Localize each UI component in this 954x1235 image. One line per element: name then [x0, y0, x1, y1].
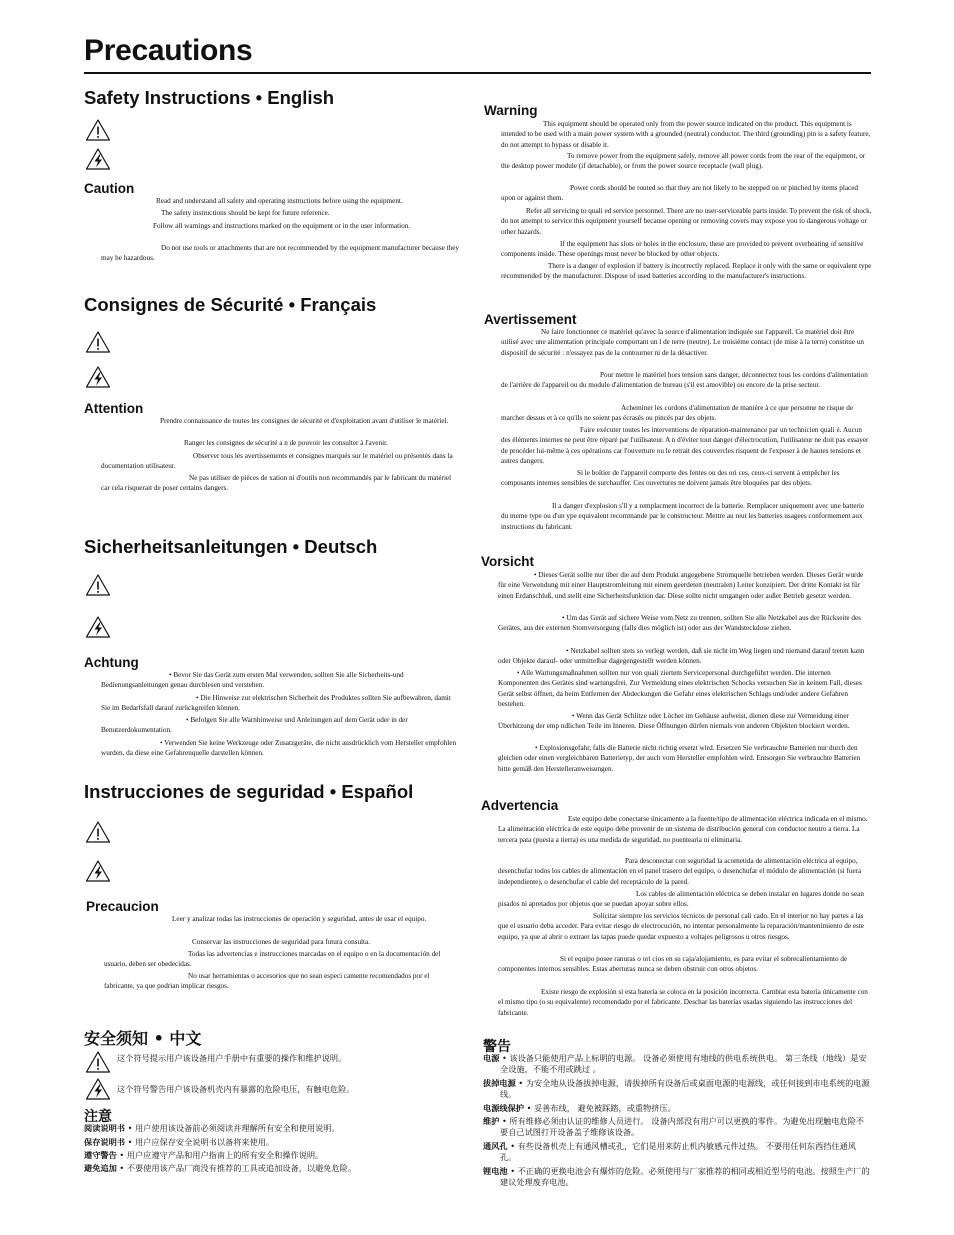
zh-term: 维护 [483, 1116, 500, 1126]
caution-heading-de: Achtung [84, 655, 139, 670]
warning-de-p2: • Um das Gerät auf sichere Weise vom Netz zu trennen, sollten Sie alle Netzkabel aus der Rückseite des Gerätes, aus der externen Stomversorgung (falls dies möglich ist) oder aus der Wandsteckdose ziehen. [498, 614, 861, 633]
warning-es-p4: Solicitar siempre los servicios técnicos de personal cali cado. En el interior no hay partes a las que el usuario deba acceder. Para evitar riesgo de electrocución, no intentar personalmente la reparación/mantenimiento de este equipo, ya que al abrir o extraer las tapas puede quedar expuesto a voltajes peligrosos u otros riesgos. [498, 912, 865, 941]
caution-heading-es: Precaucion [86, 899, 159, 914]
caution-fr-p1: Prendre connaissance de toutes les consignes de sécurité et d'exploitation avant d'utiliser le matériel. [160, 417, 449, 425]
caution-en-p3: Follow all warnings and instructions marked on the equipment or in the user information. [153, 222, 411, 230]
zh-term: 电源线保护 [483, 1103, 524, 1113]
page-title: Precautions [84, 34, 253, 67]
warning-fr-p4: Faire exécuter toutes les interventions de réparation-maintenance par un technicien quali é. Aucun des éléments internes ne peut être réparé par l'utilisateur. A n d'éviter tout danger d'électrocution, l'utilisateur ne doit pas essayer de procéder lui-même à ces opérations car l'ouverture ou le retrait des couvercles risquent de l'exposer à de hautes tensions et autres dangers. [501, 426, 869, 466]
warning-fr-p6: Il a danger d'explosion s'll y a remplacment incorrect de la batterie. Remplacer uniquement avec une batterie du meme type ou d'un ype equivalent recommande par le constructeur. Mettre au reut les batteries usagees conformement aux instructions du fabricant. [501, 502, 865, 531]
warning-de-p5: • Wenn das Gerät Schlitze oder Löcher im Gehäuse aufweist, dienen diese zur Vermeidung einer Überhitzung der emp ndlichen Teile im Inneren. Diese Öffnungen dürfen niemals von anderen Objekten blockiert werden. [498, 712, 850, 731]
title-rule [84, 72, 871, 74]
zh-icon1-text: 这个符号提示用户该设备用户手册中有重要的操作和维护说明。 [117, 1053, 347, 1063]
zh-warning-l3 [483, 1103, 871, 1114]
zh-warning-l6 [483, 1166, 871, 1189]
zh-text: • 用户使用该设备前必须阅读并理解所有安全和使用说明。 [127, 1123, 340, 1133]
warning-de-p6: • Explosionsgefahr, falls die Batterie nicht richtig ersetzt wird. Ersetzen Sie verbrauchte Batterien nur durch den gleichen oder einen vergleichbaren Batterietyp, der auch vom Hersteller empfohlen wird. Entsorgen Sie verbrauchte Batterien bitte gemäß den Herstelleranweisungen. [498, 744, 861, 773]
zh-warning-l1 [483, 1053, 871, 1076]
caution-de-p1: • Bevor Sie das Gerät zum ersten Mal verwenden, sollten Sie alle Sicherheits-und Bedienungsanleitungen genau durchlesen und verstehen. [101, 671, 404, 690]
caution-es-p3: Todas las advertencias e instrucciones marcadas en el equipo o en la documentación del usuario, deben ser obedecidas. [104, 950, 441, 969]
warning-en-p5: If the equipment has slots or holes in the enclosure, these are provided to prevent overheating of sensitive components inside. These openings must never be blocked by other objects. [501, 240, 864, 259]
lightning-bolt-icon [85, 859, 111, 883]
warning-heading-de: Vorsicht [481, 554, 535, 569]
lightning-bolt-icon [85, 365, 111, 389]
zh-term: 电源 [483, 1053, 500, 1063]
heading-spanish: Instrucciones de seguridad • Español [84, 781, 414, 802]
warning-es-p3: Los cables de alimentación eléctrica se deben instalar en lugares donde no sean pisados ni apretados por objetos que se puedan apoyar sobre ellos. [498, 890, 864, 909]
warning-en-p6: There is a danger of explosion if battery is incorrectly replaced. Replace it only with the same or equivalent type recommended by the manufacturer. Dispose of used batteries according to the manufacturer's instructions. [501, 262, 872, 281]
zh-term: 锂电池 [483, 1166, 508, 1176]
warning-triangle-icon [85, 330, 111, 354]
zh-caution-l1 [84, 1123, 462, 1134]
zh-warning-l2 [483, 1078, 871, 1101]
zh-term: 保存说明书 [84, 1137, 125, 1147]
warning-fr-p5: Si le boîtier de l'appareil comporte des fentes ou des ori ces, ceux-ci servent à empêcher les composants internes sensibles de surchauffer. Ces ouvertures ne doivent jamais être bloquées par des objets. [501, 469, 840, 488]
zh-text: • 为安全地从设备拔掉电源，请拔掉所有设备后或桌面电源的电源线，或任何接到市电系统的电源线。 [500, 1078, 870, 1100]
lightning-bolt-icon [85, 615, 111, 639]
caution-en-p1: Read and understand all safety and operating instructions before using the equipment. [156, 197, 403, 205]
caution-fr-p3: Observer tous les avertissements et consignes marqués sur le matériel ou présentés dans la documentation utilisateur. [101, 452, 453, 471]
warning-de-p1: • Dieses Gerät sollte nur über die auf dem Produkt angegebene Stromquelle betrieben werden. Dieses Gerät wurde für eine Verwendung mit einer Hauptstromleitung mit einem geerdeten (neutralen) Leiter konzipiert. Der dritte Kontakt ist für einen Erdanschluß, und stellt eine Sicherheitsfunktion dar. Diese sollte nicht umgangen oder außer Betrieb gesetzt werden. [498, 571, 864, 600]
zh-text: • 不正确的更换电池会有爆炸的危险。必须使用与厂家推荐的相同或相近型号的电池。按照生产厂的建议处理废弃电池。 [500, 1166, 870, 1188]
caution-heading-fr: Attention [84, 401, 144, 416]
caution-en-p2: The safety instructions should be kept for future reference. [161, 209, 330, 217]
warning-fr-p3: Acheminer les cordons d'alimentation de manière à ce que personne ne risque de marcher dessus et à ce qu'ils ne soient pas écrasés ou pincés par des objets. [501, 404, 854, 423]
zh-text: • 该设备只能使用产品上标明的电源。 设备必须使用有地线的供电系统供电。 第三条线（地线）是安全设施，不能不用或跳过 。 [500, 1053, 867, 1075]
heading-chinese: 安全须知 • 中文 [84, 1029, 202, 1048]
caution-de-p4: • Verwenden Sie keine Werkzeuge oder Zusatzgeräte, die nicht ausdrücklich vom Hersteller empfohlen wurden, da diese eine Gefahrenquelle darstellen können. [101, 739, 457, 758]
warning-en-p2: To remove power from the equipment safely, remove all power cords from the rear of the equipment, or the desktop power module (if detachable), or from the power source receptacle (wall plug). [501, 152, 866, 171]
caution-de-p3: • Befolgen Sie alle Warnhinweise und Anleitungen auf dem Gerät oder in der Benutzerdokumentation. [101, 716, 408, 735]
zh-term: 拔掉电源 [483, 1078, 516, 1088]
caution-fr-p4: Ne pas utiliser de pièces de xation ni d'outils non recommandés par le fabricant du matériel car cela risquerait de poser certains dangers. [101, 474, 452, 493]
warning-de-p4: • Alle Wartungsmaßnahmen sollten nur von quali ziertem Servicepersonal durchgeführt werden. Die internen Komponenten des Gerätes sind wartungsfrei. Zur Vermeidung eines elektrischen Schocks versuchen Sie in keinem Fall, dieses Gerät selbst öffnen, da beim Entfernen der Abdeckungen die Gefahr eines elektrischen Schlags und/oder andere Gefahren bestehen. [498, 669, 862, 709]
warning-es-p5: Si el equipo posee ranuras o ori cios en su caja/alojamiento, es para evitar el sobrecalientamiento de componentes internos sensibles. Estas aberturas nunca se deben obstruir con otros objetos. [498, 955, 848, 974]
heading-english: Safety Instructions • English [84, 87, 335, 108]
warning-triangle-icon [85, 820, 111, 844]
warning-triangle-icon [85, 1050, 111, 1074]
warning-en-p1: This equipment should be operated only from the power source indicated on the product. This equipment is intended to be used with a main power system with a grounded (neutral) conductor. The third (grounding) pin is a safety feature, do not attempt to bypass or disable it. [501, 120, 871, 149]
warning-heading-zh: 警告 [483, 1039, 511, 1055]
zh-text: • 有些设备机壳上有通风槽或孔，它们是用来防止机内敏感元件过热。 不要用任何东西挡住通风孔。 [500, 1141, 856, 1163]
zh-caution-l2 [84, 1137, 462, 1148]
caution-en-p4: Do not use tools or attachments that are not recommended by the equipment manufacturer because they may be hazardous. [101, 244, 459, 263]
warning-fr-p2: Pour mettre le matériel hors tension sans danger, déconnectez tous les cordons d'alimentation de l'arrière de l'appareil ou du module d'alimentation de bureau (s'il est amovible) ou encore de la prise secteur. [501, 371, 868, 390]
warning-fr-p1: Ne faire fonctionner ce matériel qu'avec la source d'alimentation indiquée sur l'appareil. Ce matériel doit être utilisé avec une alimentation principale comportant un l de terre (neutre). Le troisième contact (de mise à la terre) constitue un dispositif de sécurité : n'essayez pas de la contourner ni de la désactiver. [501, 328, 865, 357]
warning-es-p1: Este equipo debe conectarse únicamente a la fuente/tipo de alimentación eléctrica indicada en el mismo. La alimentación eléctrica de este equipo debe provenir de un sistema de distribución general con conductor neutro a tierra. La tercera pata (puesta a tierra) es una medida de seguridad, no puentearia ni eliminaria. [498, 815, 868, 844]
warning-de-p3: • Netzkabel sollten stets so verlegt werden, daß sie nicht im Weg liegen und niemand darauf treten kann oder Objekte darauf- oder unmittelbar dagegengestellt werden können. [498, 647, 865, 666]
zh-caution-l4 [84, 1163, 462, 1174]
zh-term: 遵守警告 [84, 1150, 117, 1160]
zh-text: • 用户应遵守产品和用户指南上的所有安全和操作说明。 [119, 1150, 324, 1160]
zh-warning-l5 [483, 1141, 871, 1164]
caution-es-p1: Leer y analizar todas las instrucciones de operación y seguridad, antes de usar el equipo. [172, 915, 427, 923]
warning-heading-fr: Avertissement [484, 312, 577, 327]
caution-heading-en: Caution [84, 181, 135, 196]
zh-icon2-text: 这个符号警告用户该设备机壳内有暴露的危险电压，有触电危险。 [117, 1084, 355, 1094]
zh-text: • 不要使用该产品厂商没有推荐的工具或追加设备，以避免危险。 [119, 1163, 357, 1173]
warning-heading-en: Warning [484, 103, 538, 118]
zh-term: 阅读说明书 [84, 1123, 125, 1133]
lightning-bolt-icon [85, 147, 111, 171]
zh-text: • 所有维修必须由认证的维修人员进行。 设备内部没有用户可以更换的零件。为避免出现触电危险不要自己试图打开设备盖子维修该设备。 [500, 1116, 865, 1138]
caution-de-p2: • Die Hinweise zur elektrischen Sicherheit des Produktes sollten Sie aufbewahren, damit Sie im Bedarfsfall darauf zurückgreifen können. [101, 694, 451, 713]
zh-text: • 妥善布线， 避免被踩踏，或重物挤压。 [526, 1103, 676, 1113]
heading-german: Sicherheitsanleitungen • Deutsch [84, 536, 378, 557]
warning-heading-es: Advertencia [481, 798, 559, 813]
heading-french: Consignes de Sécurité • Français [84, 294, 377, 315]
zh-text: • 用户应保存安全说明书以备将来使用。 [127, 1137, 275, 1147]
zh-term: 通风孔 [483, 1141, 508, 1151]
zh-term: 避免追加 [84, 1163, 117, 1173]
lightning-bolt-icon [85, 1077, 111, 1101]
warning-en-p3: Power cords should be routed so that they are not likely to be stepped on or pinched by items placed upon or against them. [501, 184, 859, 203]
caution-fr-p2: Ranger les consignes de sécurité a n de pouvoir les consulter à l'avenir. [184, 439, 388, 447]
caution-es-p4: No usar herramientas o accesorios que no sean especi camente recomendados por el fabricante, ya que podrian implicar riesgos. [104, 972, 430, 991]
zh-caution-l3 [84, 1150, 462, 1161]
warning-es-p6: Existe riesgo de explosión si esta batería se coloca en la posición incorrecta. Cambiar esta batería únicamente con el mismo tipo (o su equivalente) recomendado por el fabricante. Deschar las baterías usadas siguiendo las instrucciones del fabricante. [498, 988, 868, 1017]
warning-triangle-icon [85, 573, 111, 597]
warning-es-p2: Para desconectar con seguridad la acometida de alimentación eléctrica al equipo, desenchufar todos los cables de alimentación en el panel trasero del equipo, o desenchufar el módulo de alimentación (si fuera independiente), o desenchufar el cable del receptáculo de la pared. [498, 857, 862, 886]
zh-warning-l4 [483, 1116, 871, 1139]
caution-es-p2: Conservar las instrucciones de seguridad para futura consulta. [192, 938, 371, 946]
warning-triangle-icon [85, 118, 111, 142]
caution-heading-zh: 注意 [84, 1109, 112, 1125]
warning-en-p4: Refer all servicing to quali ed service personnel. There are no user-serviceable parts inside. To prevent the risk of shock, do not attempt to service this equipment yourself because opening or removing covers may expose you to dangerous voltage or other hazards. [501, 207, 872, 236]
